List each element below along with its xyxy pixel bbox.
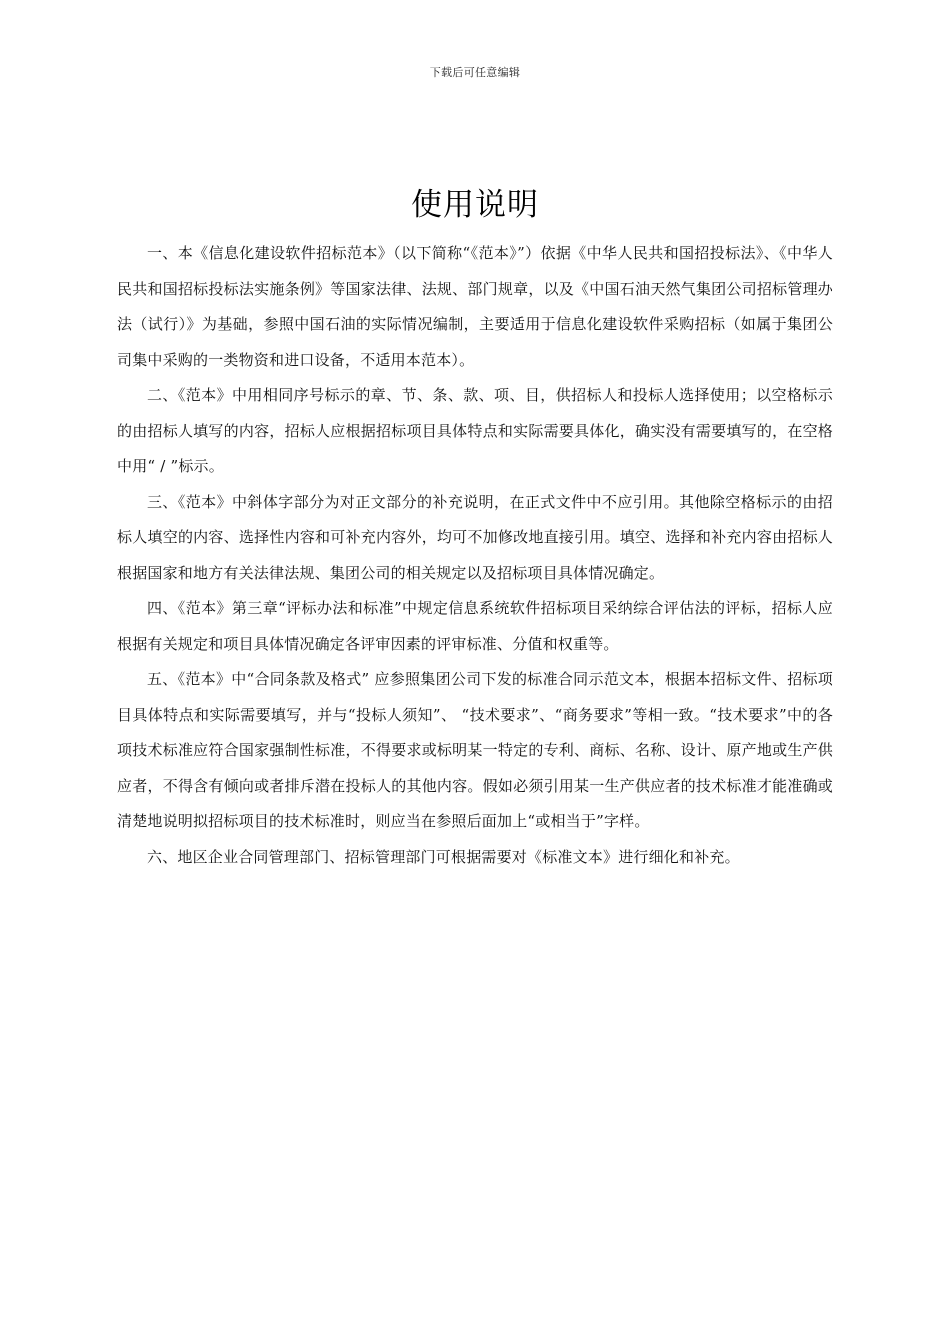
header-note: 下载后可任意编辑: [429, 66, 521, 79]
paragraph-2: 二、《范本》中用相同序号标示的章、节、条、款、项、目，供招标人和投标人选择使用；以空格标示的由招标人填写的内容，招标人应根据招标项目具体特点和实际需要具体化，确实没有需要填写的，在空格中用“ / ”标示。: [117, 386, 833, 475]
paragraph-6: 六、地区企业合同管理部门、招标管理部门可根据需要对《标准文本》进行细化和补充。: [147, 847, 740, 866]
paragraph-4: 四、《范本》第三章“评标办法和标准”中规定信息系统软件招标项目采纳综合评估法的评标，招标人应根据有关规定和项目具体情况确定各评审因素的评审标准、分值和权重等。: [117, 599, 833, 653]
paragraph-1: 一、本《信息化建设软件招标范本》（以下简称“《范本》”）依据《中华人民共和国招投标法》、《中华人民共和国招标投标法实施条例》等国家法律、法规、部门规章，以及《中国石油天然气集团公司招标管理办法（试行）》为基础，参照中国石油的实际情况编制，主要适用于信息化建设软件采购招标（如属于集团公司集中采购的一类物资和进口设备，不适用本范本）。: [117, 244, 833, 369]
paragraph-5: 五、《范本》中“合同条款及格式” 应参照集团公司下发的标准合同示范文本，根据本招标文件、招标项目具体特点和实际需要填写，并与“投标人须知”、 “技术要求”、“商务要求”等相一致。“技术要求”中的各项技术标准应符合国家强制性标准，不得要求或标明某一特定的专利、商标、名称、设计、原产地或生产供应者，不得含有倾向或者排斥潜在投标人的其他内容。假如必须引用某一生产供应者的技术标准才能准确或清楚地说明拟招标项目的技术标准时，则应当在参照后面加上“或相当于”字样。: [117, 670, 833, 830]
page-title: 使用说明: [411, 187, 539, 223]
document-body: [117, 236, 833, 875]
paragraph-3: 三、《范本》中斜体字部分为对正文部分的补充说明，在正式文件中不应引用。其他除空格标示的由招标人填空的内容、选择性内容和可补充内容外，均可不加修改地直接引用。填空、选择和补充内容由招标人根据国家和地方有关法律法规、集团公司的相关规定以及招标项目具体情况确定。: [117, 492, 833, 582]
